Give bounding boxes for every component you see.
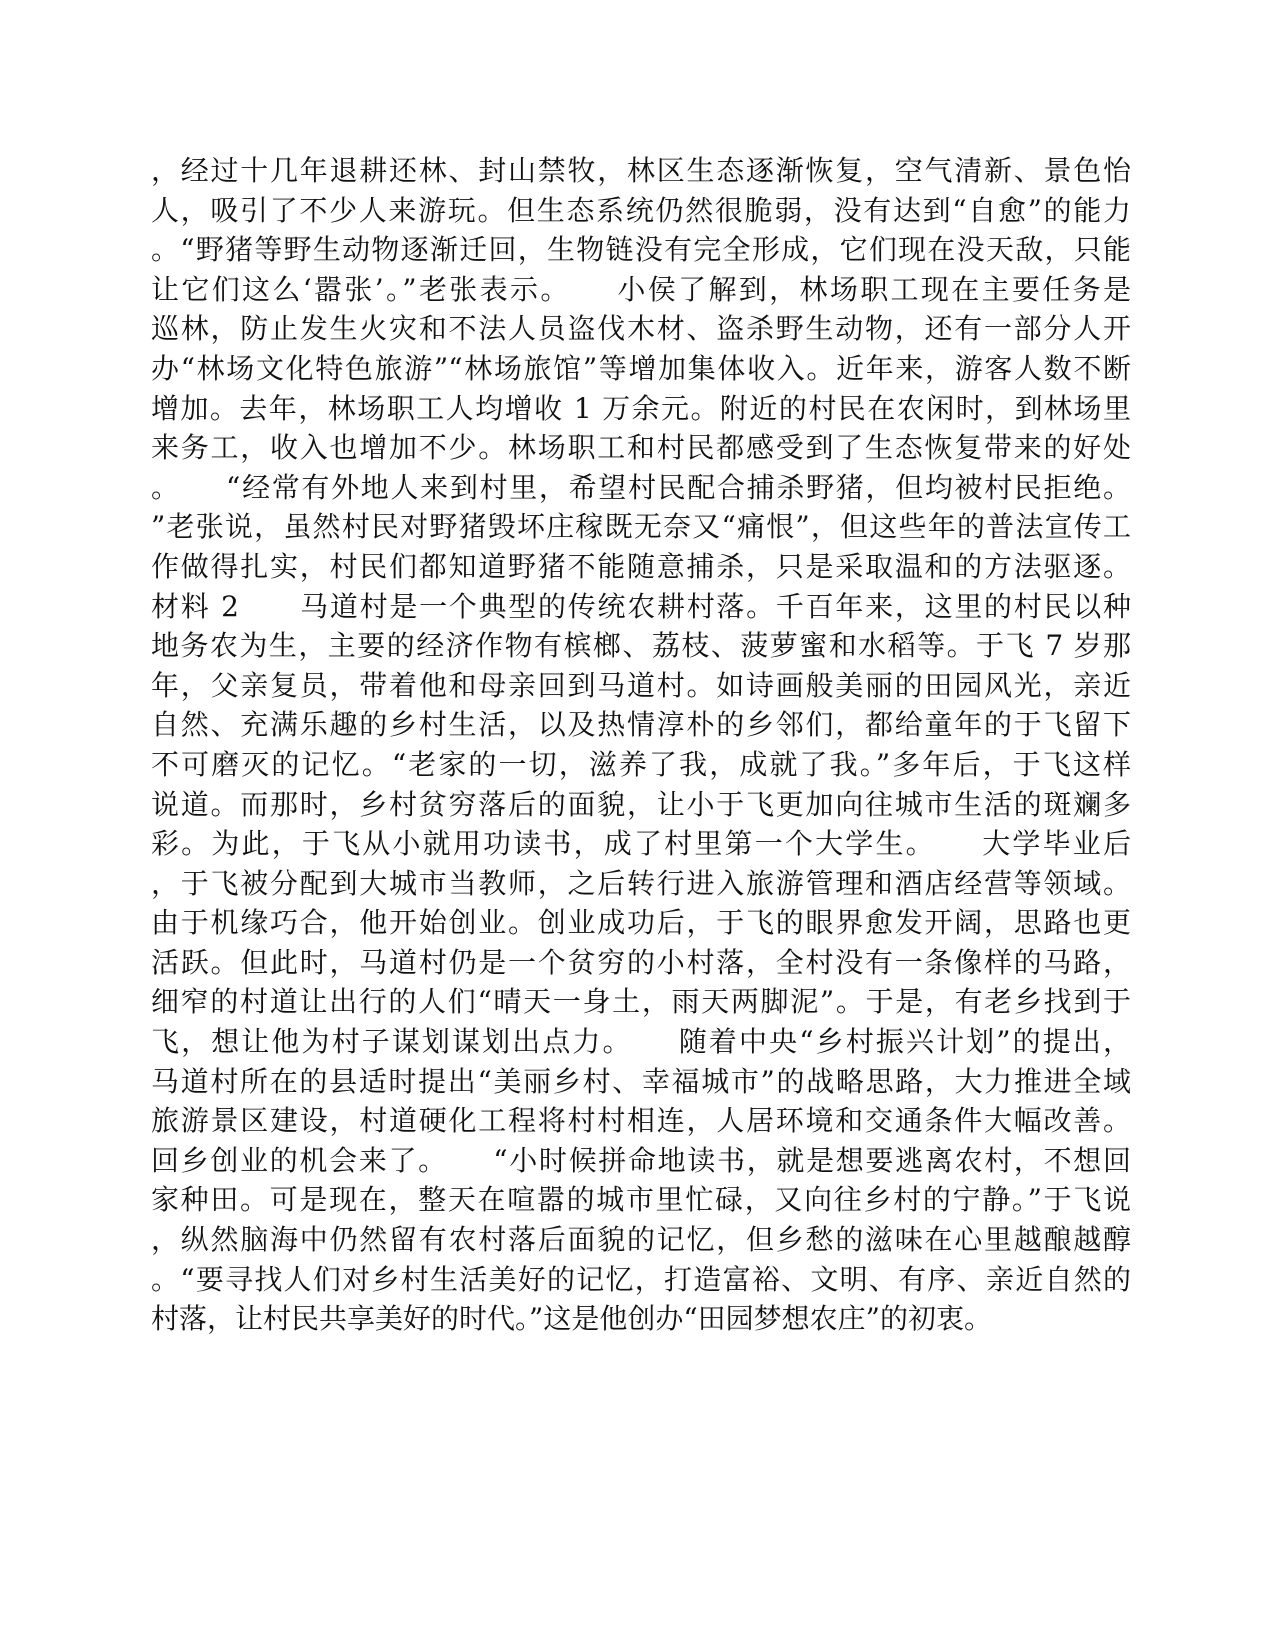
body-text bbox=[151, 151, 1131, 1339]
text-line: ，于飞被分配到大城市当教师，之后转行进入旅游管理和酒店经营等领域。 bbox=[151, 866, 1131, 900]
text-line: 来务工，收入也增加不少。林场职工和村民都感受到了生态恢复带来的好处 bbox=[151, 431, 1131, 465]
text-line: ，纵然脑海中仍然留有农村落后面貌的记忆，但乡愁的滋味在心里越酿越醇 bbox=[151, 1223, 1131, 1257]
text-line: 年，父亲复员，带着他和母亲回到马道村。如诗画般美丽的田园风光，亲近 bbox=[151, 668, 1131, 702]
text-line: 。 “经常有外地人来到村里，希望村民配合捕杀野猪，但均被村民拒绝。 bbox=[151, 470, 1131, 504]
text-line: 办“林场文化特色旅游”“林场旅馆”等增加集体收入。近年来，游客人数不断 bbox=[151, 351, 1131, 385]
text-line: 由于机缘巧合，他开始创业。创业成功后，于飞的眼界愈发开阔，思路也更 bbox=[151, 906, 1131, 940]
text-line: 巡林，防止发生火灾和不法人员盗伐木材、盗杀野生动物，还有一部分人开 bbox=[151, 312, 1131, 346]
text-line: 马道村所在的县适时提出“美丽乡村、幸福城市”的战略思路，大力推进全域 bbox=[151, 1064, 1131, 1098]
text-line: 。“要寻找人们对乡村生活美好的记忆，打造富裕、文明、有序、亲近自然的 bbox=[151, 1262, 1131, 1296]
text-line: 细窄的村道让出行的人们“晴天一身土，雨天两脚泥”。于是，有老乡找到于 bbox=[151, 985, 1131, 1019]
text-line: 作做得扎实，村民们都知道野猪不能随意捕杀，只是采取温和的方法驱逐。 bbox=[151, 549, 1131, 583]
text-line: 材料 2 马道村是一个典型的传统农耕村落。千百年来，这里的村民以种 bbox=[151, 589, 1131, 623]
text-line: 彩。为此，于飞从小就用功读书，成了村里第一个大学生。 大学毕业后 bbox=[151, 827, 1131, 861]
text-line: 让它们这么‘嚣张’。”老张表示。 小侯了解到，林场职工现在主要任务是 bbox=[151, 272, 1131, 306]
text-line: 自然、充满乐趣的乡村生活，以及热情淳朴的乡邻们，都给童年的于飞留下 bbox=[151, 708, 1131, 742]
text-line: 活跃。但此时，马道村仍是一个贫穷的小村落，全村没有一条像样的马路， bbox=[151, 945, 1131, 979]
text-line: 。“野猪等野生动物逐渐迁回，生物链没有完全形成，它们现在没天敌，只能 bbox=[151, 233, 1131, 267]
text-line: 不可磨灭的记忆。“老家的一切，滋养了我，成就了我。”多年后，于飞这样 bbox=[151, 747, 1131, 781]
text-line: 增加。去年，林场职工人均增收 1 万余元。附近的村民在农闲时，到林场里 bbox=[151, 391, 1131, 425]
text-line: 飞，想让他为村子谋划谋划出点力。 随着中央“乡村振兴计划”的提出， bbox=[151, 1025, 1131, 1059]
text-line: 人，吸引了不少人来游玩。但生态系统仍然很脆弱，没有达到“自愈”的能力 bbox=[151, 193, 1131, 227]
text-line: ，经过十几年退耕还林、封山禁牧，林区生态逐渐恢复，空气清新、景色怡 bbox=[151, 154, 1131, 187]
text-line: 回乡创业的机会来了。 “小时候拼命地读书，就是想要逃离农村，不想回 bbox=[151, 1143, 1131, 1177]
text-line: ”老张说，虽然村民对野猪毁坏庄稼既无奈又“痛恨”，但这些年的普法宣传工 bbox=[151, 510, 1131, 544]
text-line: 地务农为生，主要的经济作物有槟榔、荔枝、菠萝蜜和水稻等。于飞 7 岁那 bbox=[151, 629, 1131, 663]
text-line: 村落，让村民共享美好的时代。”这是他创办“田园梦想农庄”的初衷。 bbox=[151, 1302, 992, 1336]
text-line: 家种田。可是现在，整天在喧嚣的城市里忙碌，又向往乡村的宁静。”于飞说 bbox=[151, 1183, 1131, 1217]
text-line: 旅游景区建设，村道硬化工程将村村相连，人居环境和交通条件大幅改善。 bbox=[151, 1104, 1131, 1138]
text-line: 说道。而那时，乡村贫穷落后的面貌，让小于飞更加向往城市生活的斑斓多 bbox=[151, 787, 1131, 821]
